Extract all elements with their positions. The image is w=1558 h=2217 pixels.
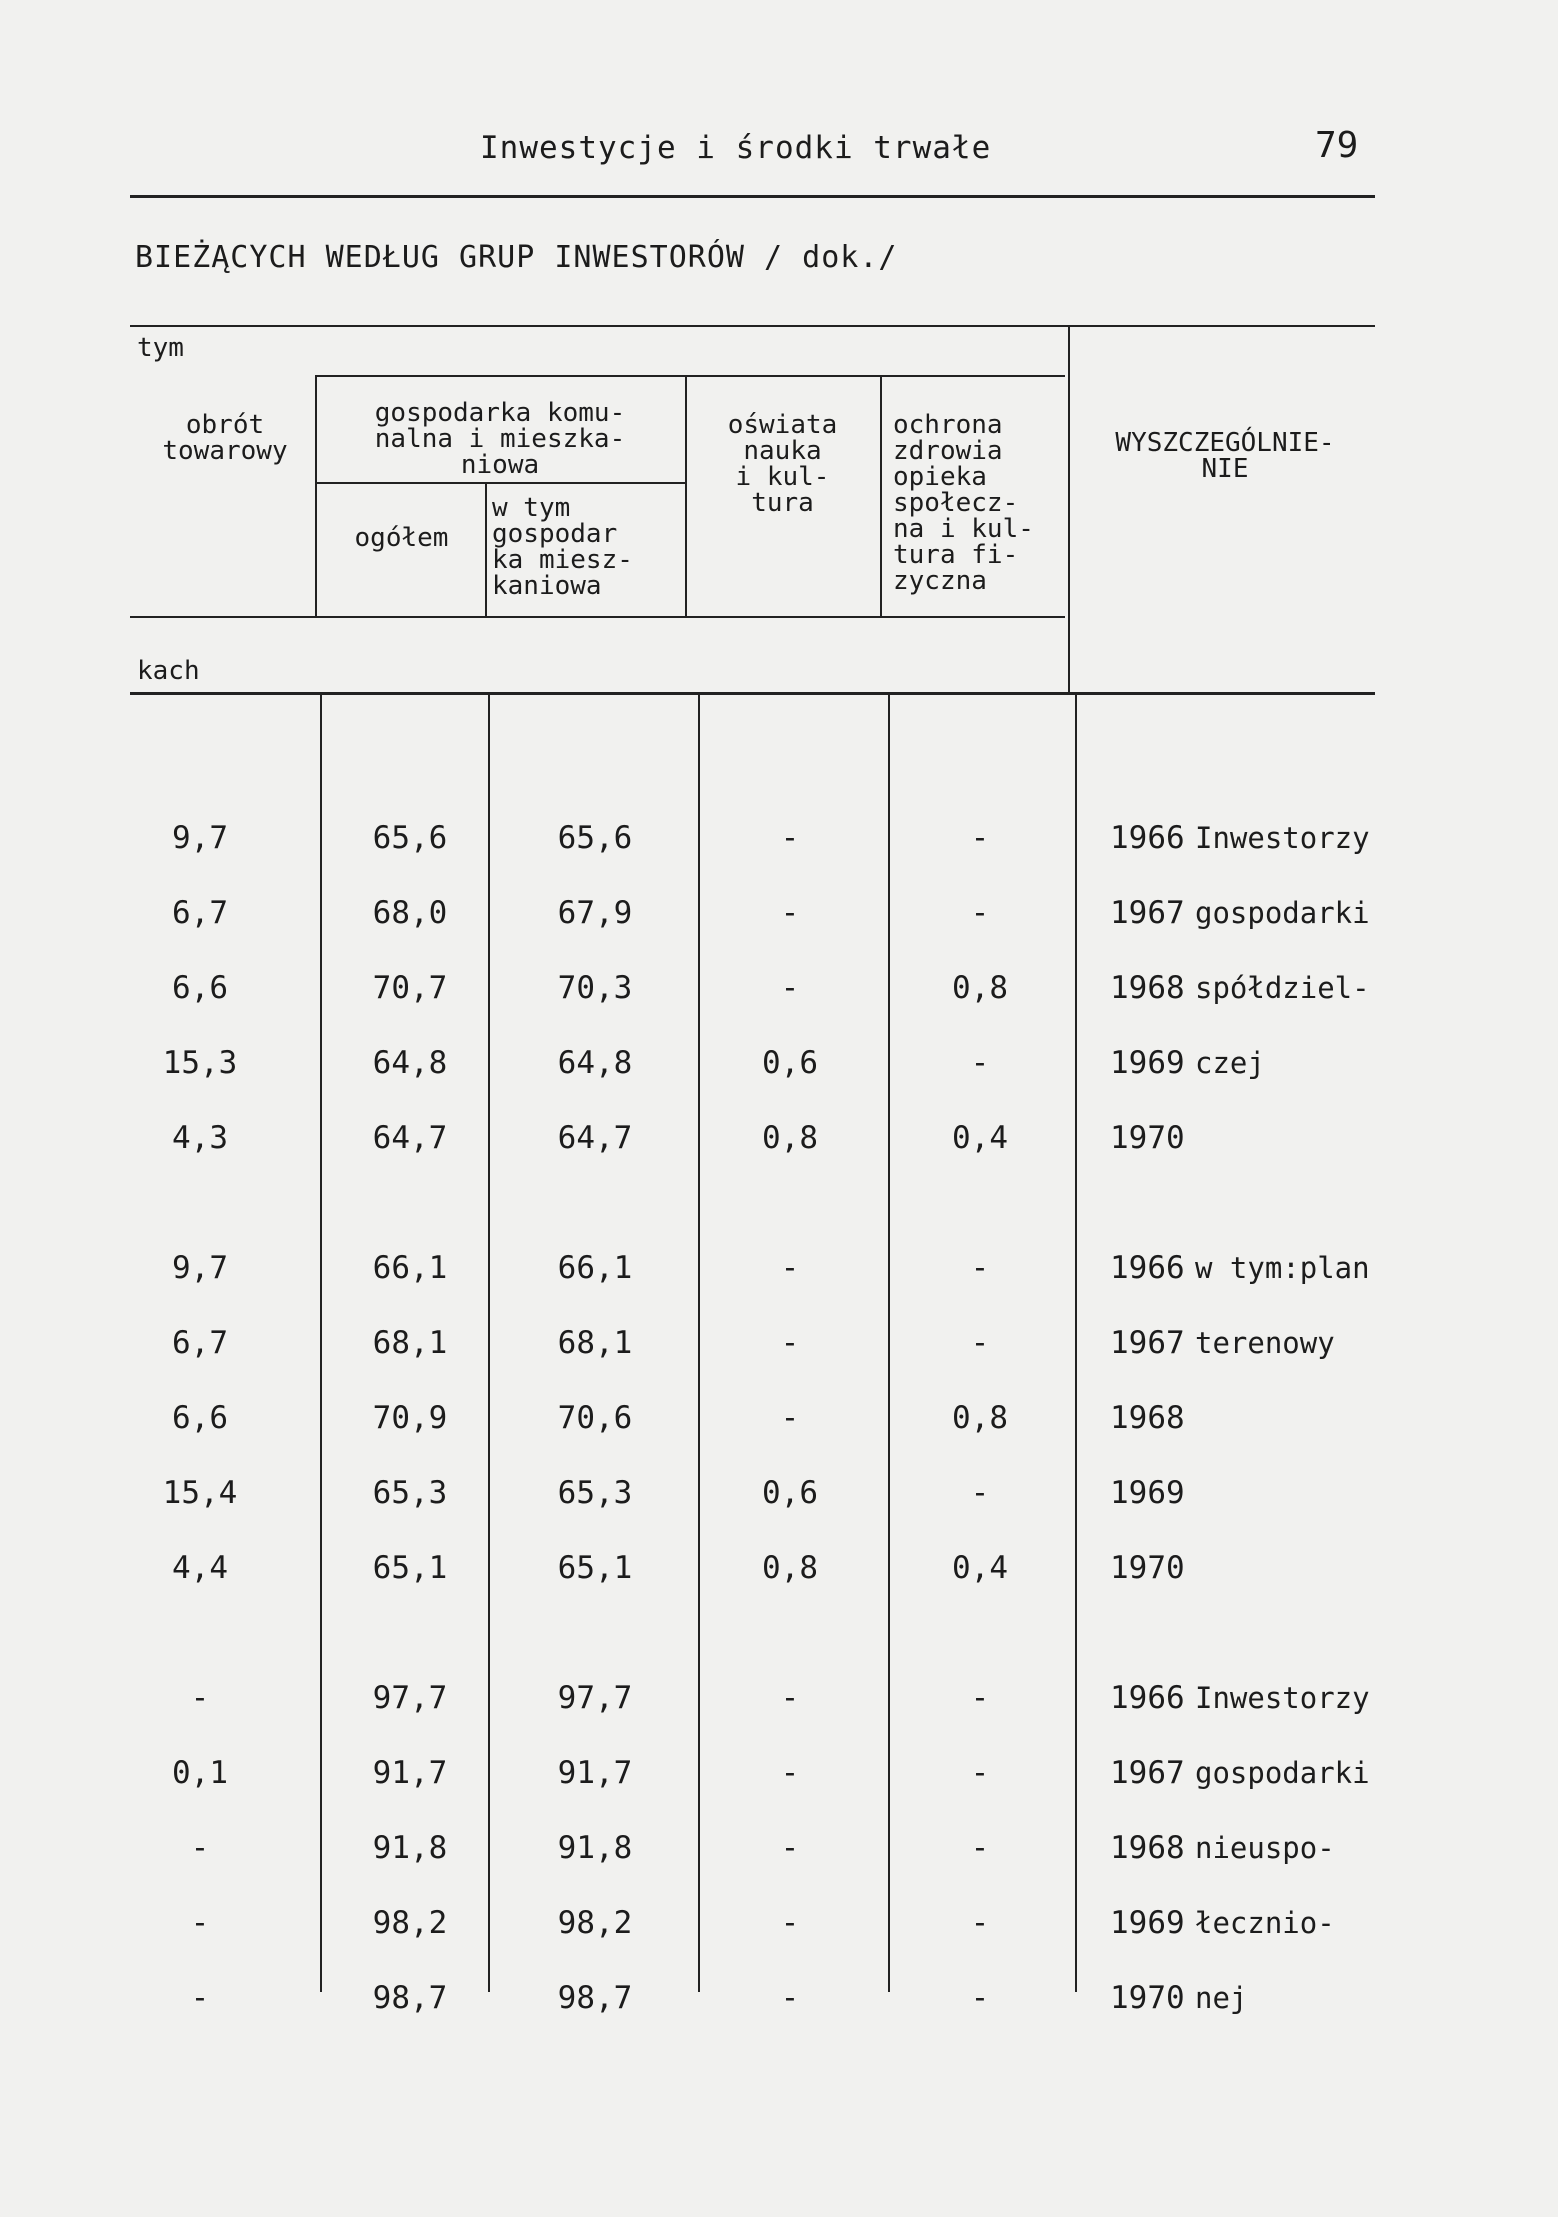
cell-obrot: - (190, 1680, 210, 1716)
header-ochrona-zdrowia: ochrona zdrowia opieka społecz- na i kul- tura fi- zyczna (893, 410, 1034, 596)
cell-obrot: 6,7 (172, 895, 228, 931)
cell-year: 1968 (1110, 1830, 1185, 1866)
cell-oswiata: - (780, 1325, 800, 1361)
cell-year: 1970 (1110, 1980, 1185, 2016)
cell-oswiata: 0,6 (762, 1475, 818, 1511)
cell-year: 1970 (1110, 1550, 1185, 1586)
cell-year: 1968 (1110, 970, 1185, 1006)
header-tym: tym (137, 333, 184, 363)
col-rule-4 (880, 375, 882, 617)
group-label-line: nieuspo- (1195, 1831, 1335, 1865)
cell-year: 1966 (1110, 1250, 1185, 1286)
group-label-line: Inwestorzy (1195, 1681, 1370, 1715)
body-col-rule-1 (320, 692, 322, 1992)
cell-oswiata: - (780, 1680, 800, 1716)
cell-ochrona: - (970, 1755, 990, 1791)
cell-obrot: 4,3 (172, 1120, 228, 1156)
header-gospodarka-mieszkaniowa: w tym gospodar ka miesz- kaniowa (492, 493, 633, 601)
header-inner-rule (130, 616, 1065, 618)
cell-oswiata: - (780, 820, 800, 856)
cell-ochrona: 0,8 (952, 1400, 1008, 1436)
body-col-rule-3 (698, 692, 700, 1992)
cell-year: 1969 (1110, 1475, 1185, 1511)
cell-mieszk: 65,3 (557, 1475, 633, 1511)
cell-ogolem: 64,8 (372, 1045, 448, 1081)
cell-ochrona: - (970, 820, 990, 856)
cell-year: 1969 (1110, 1045, 1185, 1081)
wyszczegolnienie-rule (1068, 325, 1070, 693)
cell-obrot: 9,7 (172, 820, 228, 856)
cell-ogolem: 98,7 (372, 1980, 448, 2016)
cell-obrot: 15,3 (162, 1045, 238, 1081)
cell-ogolem: 70,7 (372, 970, 448, 1006)
cell-mieszk: 91,8 (557, 1830, 633, 1866)
group-label-line: Inwestorzy (1195, 821, 1370, 855)
group-label-line: spółdziel- (1195, 971, 1370, 1005)
cell-mieszk: 98,7 (557, 1980, 633, 2016)
header-kach: kach (137, 656, 200, 686)
cell-oswiata: 0,8 (762, 1120, 818, 1156)
table-top-rule (130, 325, 1375, 327)
cell-ogolem: 66,1 (372, 1250, 448, 1286)
group-label-line: terenowy (1195, 1326, 1335, 1360)
body-col-rule-5 (1075, 692, 1077, 1992)
page-number: 79 (1315, 125, 1359, 166)
cell-ogolem: 65,3 (372, 1475, 448, 1511)
header-wyszczegolnienie: WYSZCZEGÓLNIE- NIE (1115, 428, 1335, 484)
group-label-line: gospodarki (1195, 1756, 1370, 1790)
cell-ogolem: 68,0 (372, 895, 448, 931)
cell-obrot: 4,4 (172, 1550, 228, 1586)
cell-oswiata: - (780, 1400, 800, 1436)
header-obrot-towarowy: obrót towarowy (162, 410, 288, 466)
cell-oswiata: - (780, 1250, 800, 1286)
cell-mieszk: 70,3 (557, 970, 633, 1006)
group-label-line: nej (1195, 1981, 1248, 2015)
cell-ogolem: 91,7 (372, 1755, 448, 1791)
cell-ochrona: - (970, 895, 990, 931)
cell-oswiata: 0,6 (762, 1045, 818, 1081)
section-title: BIEŻĄCYCH WEDŁUG GRUP INWESTORÓW / dok./ (135, 240, 898, 275)
header-oswiata: oświata nauka i kul- tura (727, 410, 838, 518)
cell-obrot: 6,6 (172, 1400, 228, 1436)
cell-ochrona: - (970, 1250, 990, 1286)
cell-mieszk: 67,9 (557, 895, 633, 931)
cell-ochrona: - (970, 1045, 990, 1081)
cell-ochrona: - (970, 1680, 990, 1716)
cell-obrot: 0,1 (172, 1755, 228, 1791)
cell-ogolem: 65,1 (372, 1550, 448, 1586)
cell-year: 1967 (1110, 1755, 1185, 1791)
cell-year: 1970 (1110, 1120, 1185, 1156)
cell-oswiata: - (780, 1980, 800, 2016)
cell-ogolem: 91,8 (372, 1830, 448, 1866)
cell-obrot: 6,7 (172, 1325, 228, 1361)
cell-obrot: - (190, 1905, 210, 1941)
cell-oswiata: - (780, 970, 800, 1006)
header-gospodarka-komunalna: gospodarka komu- nalna i mieszka- niowa (374, 398, 626, 480)
cell-year: 1967 (1110, 1325, 1185, 1361)
cell-ochrona: 0,4 (952, 1120, 1008, 1156)
cell-ochrona: - (970, 1830, 990, 1866)
subheader-rule-2 (315, 482, 685, 484)
cell-mieszk: 91,7 (557, 1755, 633, 1791)
cell-ochrona: - (970, 1905, 990, 1941)
cell-year: 1966 (1110, 1680, 1185, 1716)
header-bottom-rule (130, 692, 1375, 695)
cell-mieszk: 97,7 (557, 1680, 633, 1716)
col-rule-2 (485, 482, 487, 617)
cell-mieszk: 70,6 (557, 1400, 633, 1436)
cell-mieszk: 68,1 (557, 1325, 633, 1361)
cell-year: 1968 (1110, 1400, 1185, 1436)
cell-mieszk: 65,1 (557, 1550, 633, 1586)
cell-oswiata: 0,8 (762, 1550, 818, 1586)
cell-ochrona: 0,4 (952, 1550, 1008, 1586)
group-label-line: gospodarki (1195, 896, 1370, 930)
cell-ogolem: 98,2 (372, 1905, 448, 1941)
cell-obrot: - (190, 1830, 210, 1866)
cell-mieszk: 66,1 (557, 1250, 633, 1286)
cell-ogolem: 68,1 (372, 1325, 448, 1361)
cell-mieszk: 65,6 (557, 820, 633, 856)
running-head: Inwestycje i środki trwałe (480, 130, 992, 166)
cell-ogolem: 65,6 (372, 820, 448, 856)
cell-ochrona: - (970, 1980, 990, 2016)
cell-ogolem: 97,7 (372, 1680, 448, 1716)
cell-year: 1969 (1110, 1905, 1185, 1941)
cell-oswiata: - (780, 1905, 800, 1941)
header-ogolem: ogółem (354, 523, 449, 553)
cell-mieszk: 64,7 (557, 1120, 633, 1156)
cell-ogolem: 70,9 (372, 1400, 448, 1436)
cell-obrot: 15,4 (162, 1475, 238, 1511)
group-label-line: w tym:plan (1195, 1251, 1370, 1285)
cell-ochrona: - (970, 1325, 990, 1361)
cell-oswiata: - (780, 1755, 800, 1791)
cell-obrot: 6,6 (172, 970, 228, 1006)
cell-ogolem: 64,7 (372, 1120, 448, 1156)
cell-ochrona: 0,8 (952, 970, 1008, 1006)
col-rule-3 (685, 375, 687, 617)
body-col-rule-4 (888, 692, 890, 1992)
group-label-line: łecznio- (1195, 1906, 1335, 1940)
cell-year: 1967 (1110, 895, 1185, 931)
cell-mieszk: 98,2 (557, 1905, 633, 1941)
cell-obrot: 9,7 (172, 1250, 228, 1286)
subheader-rule (315, 375, 1065, 377)
cell-obrot: - (190, 1980, 210, 2016)
cell-oswiata: - (780, 895, 800, 931)
cell-year: 1966 (1110, 820, 1185, 856)
cell-oswiata: - (780, 1830, 800, 1866)
group-label-line: czej (1195, 1046, 1265, 1080)
cell-mieszk: 64,8 (557, 1045, 633, 1081)
cell-ochrona: - (970, 1475, 990, 1511)
